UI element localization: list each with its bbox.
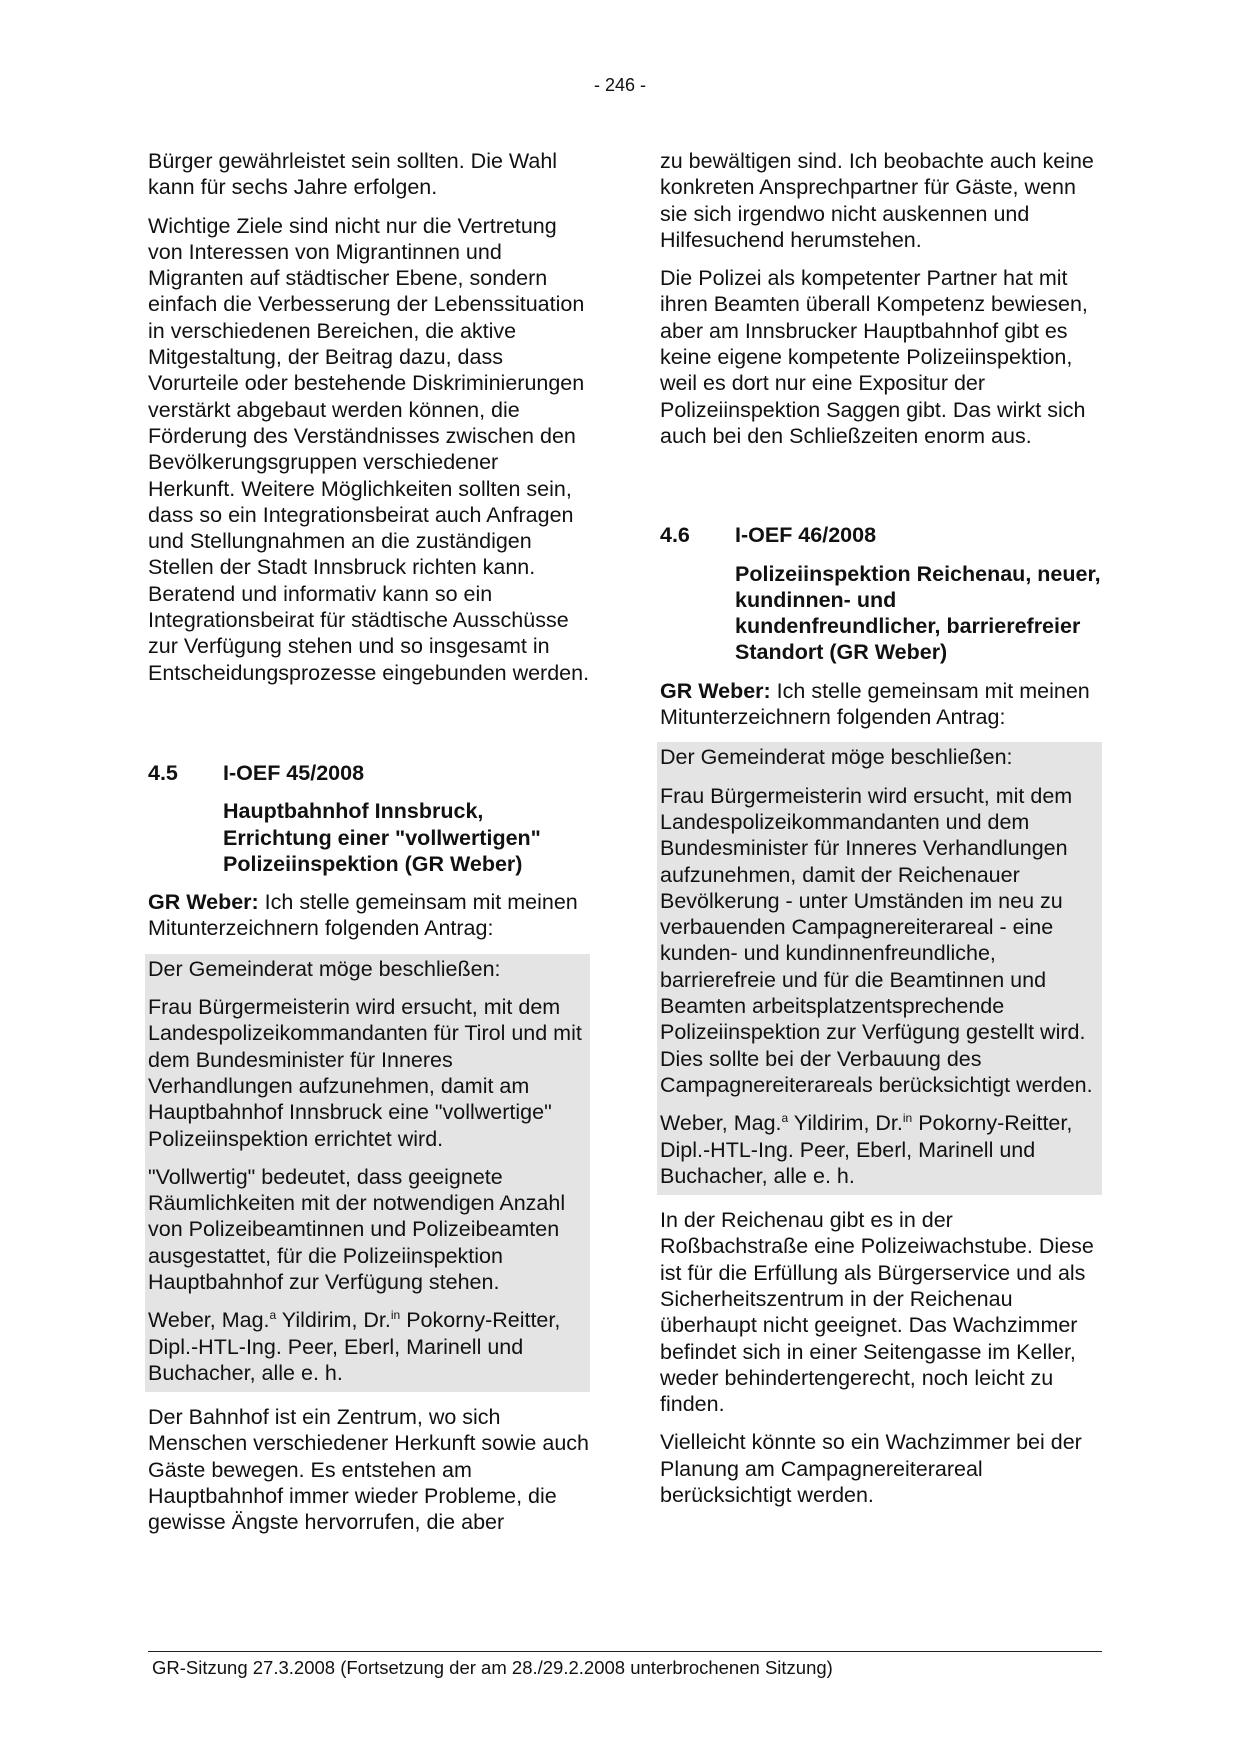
section-heading	[148, 760, 590, 786]
page-number: - 246 -	[593, 75, 647, 95]
motion-box	[657, 742, 1102, 1195]
sig-part: Weber, Mag.	[660, 1111, 782, 1136]
section-number: 4.5	[148, 760, 178, 785]
sig-sup: in	[390, 1308, 401, 1323]
motion-heading: Der Gemeinderat möge beschließen:	[148, 956, 501, 981]
sig-sup: a	[781, 1111, 789, 1126]
section-number: 4.6	[660, 523, 690, 548]
sig-part: Weber, Mag.	[148, 1308, 270, 1333]
speaker-name: GR Weber:	[148, 890, 259, 915]
sig-part: Pokorny-Reitter, Dipl.-HTL-Ing. Peer, Eberl, Marinell und Buchacher, alle e. h.	[660, 1111, 1073, 1188]
left-column	[148, 148, 590, 1548]
motion-text: Frau Bürgermeisterin wird ersucht, mit dem Landespolizeikommandanten und dem Bundesminister für Inneres Verhandlungen aufzunehmen, damit der Reichenauer Bevölkerung - unter Umständen im neu zu verbauenden Campagnereiterareal - eine kunden- und kundinnenfreundliche, barrierefreie und für die Beamtinnen und Beamten arbeitsplatzentsprechende Polizeiinspektion zur Verfügung gestellt wird. Dies sollte bei der Verbauung des Campagnereiterareals berücksichtigt werden.	[660, 783, 1093, 1097]
paragraph: Wichtige Ziele sind nicht nur die Vertretung von Interessen von Migrantinnen und Migranten auf städtischer Ebene, sondern einfach die Verbesserung der Lebenssituation in verschiedenen Bereichen, die aktive Mitgestaltung, der Beitrag dazu, dass Vorurteile oder bestehende Diskriminierungen verstärkt abgebaut werden können, die Förderung des Verständnisses zwischen den Bevölkerungsgruppen verschiedener Herkunft. Weitere Möglichkeiten sollten sein, dass so ein Integrationsbeirat auch Anfragen und Stellungnahmen an die zuständigen Stellen der Stadt Innsbruck richten kann. Beratend und informativ kann so ein Integrationsbeirat für städtische Ausschüsse zur Verfügung stehen und so insgesamt in Entscheidungsprozesse eingebunden werden.	[148, 213, 590, 685]
sig-sup: in	[902, 1111, 913, 1126]
signatories	[660, 1110, 1099, 1189]
motion-box	[145, 954, 590, 1392]
paragraph: zu bewältigen sind. Ich beobachte auch keine konkreten Ansprechpartner für Gäste, wenn sie sich irgendwo nicht auskennen und Hilfesuchend herumstehen.	[660, 149, 1094, 252]
paragraph: Die Polizei als kompetenter Partner hat mit ihren Beamten überall Kompetenz bewiesen, aber am Innsbrucker Hauptbahnhof gibt es keine eigene kompetente Polizeiinspektion, weil es dort nur eine Expositur der Polizeiinspektion Saggen gibt. Das wirkt sich auch bei den Schließzeiten enorm aus.	[660, 266, 1088, 448]
paragraph: Vielleicht könnte so ein Wachzimmer bei der Planung am Campagnereiterareal berücksichtigt werden.	[660, 1430, 1082, 1508]
sig-part: Yildirim, Dr.	[788, 1111, 903, 1136]
footer-divider	[148, 1651, 1102, 1652]
motion-text: Frau Bürgermeisterin wird ersucht, mit dem Landespolizeikommandanten für Tirol und mit dem Bundesminister für Inneres Verhandlungen aufzunehmen, damit am Hauptbahnhof Innsbruck eine "vollwertige" Polizeiinspektion errichtet wird.	[148, 995, 582, 1151]
intro-text: Ich stelle gemeinsam mit meinen Mitunterzeichnern folgenden Antrag:	[660, 678, 1090, 730]
section-heading	[660, 522, 1102, 548]
signatories	[148, 1307, 587, 1386]
sig-part: Pokorny-Reitter, Dipl.-HTL-Ing. Peer, Eberl, Marinell und Buchacher, alle e. h.	[148, 1308, 561, 1385]
paragraph: In der Reichenau gibt es in der Roßbachstraße eine Polizeiwachstube. Diese ist für die Erfüllung als Bürgerservice und als Sicherheitszentrum in der Reichenau überhaupt nicht geeignet. Das Wachzimmer befindet sich in einer Seitengasse im Keller, weder behindertengerecht, noch leicht zu finden.	[660, 1208, 1094, 1417]
section-title: Hauptbahnhof Innsbruck, Errichtung einer "vollwertigen" Polizeiinspektion (GR Weber)	[223, 799, 541, 876]
sig-sup: a	[269, 1308, 277, 1323]
sig-part: Yildirim, Dr.	[276, 1308, 391, 1333]
paragraph: Der Bahnhof ist ein Zentrum, wo sich Menschen verschiedener Herkunft sowie auch Gäste bewegen. Es entstehen am Hauptbahnhof immer wieder Probleme, die gewisse Ängste hervorrufen, die aber	[148, 1405, 589, 1535]
motion-intro	[148, 889, 590, 942]
paragraph: Bürger gewährleistet sein sollten. Die Wahl kann für sechs Jahre erfolgen.	[148, 149, 558, 200]
right-column	[660, 148, 1102, 1520]
section-code: I-OEF 46/2008	[735, 523, 877, 548]
motion-explanation: "Vollwertig" bedeutet, dass geeignete Räumlichkeiten mit der notwendigen Anzahl von Polizeibeamtinnen und Polizeibeamten ausgestattet, für die Polizeiinspektion Hauptbahnhof zur Verfügung stehen.	[148, 1164, 566, 1294]
motion-intro	[660, 678, 1102, 731]
motion-heading: Der Gemeinderat möge beschließen:	[660, 745, 1013, 770]
intro-text: Ich stelle gemeinsam mit meinen Mitunterzeichnern folgenden Antrag:	[148, 890, 578, 941]
speaker-name: GR Weber:	[660, 678, 771, 703]
footer: GR-Sitzung 27.3.2008 (Fortsetzung der am 28./29.2.2008 unterbrochenen Sitzung)	[152, 1657, 833, 1678]
section-title: Polizeiinspektion Reichenau, neuer, kundinnen- und kundenfreundlicher, barrierefreier Standort (GR Weber)	[735, 561, 1101, 665]
section-code: I-OEF 45/2008	[223, 760, 365, 785]
